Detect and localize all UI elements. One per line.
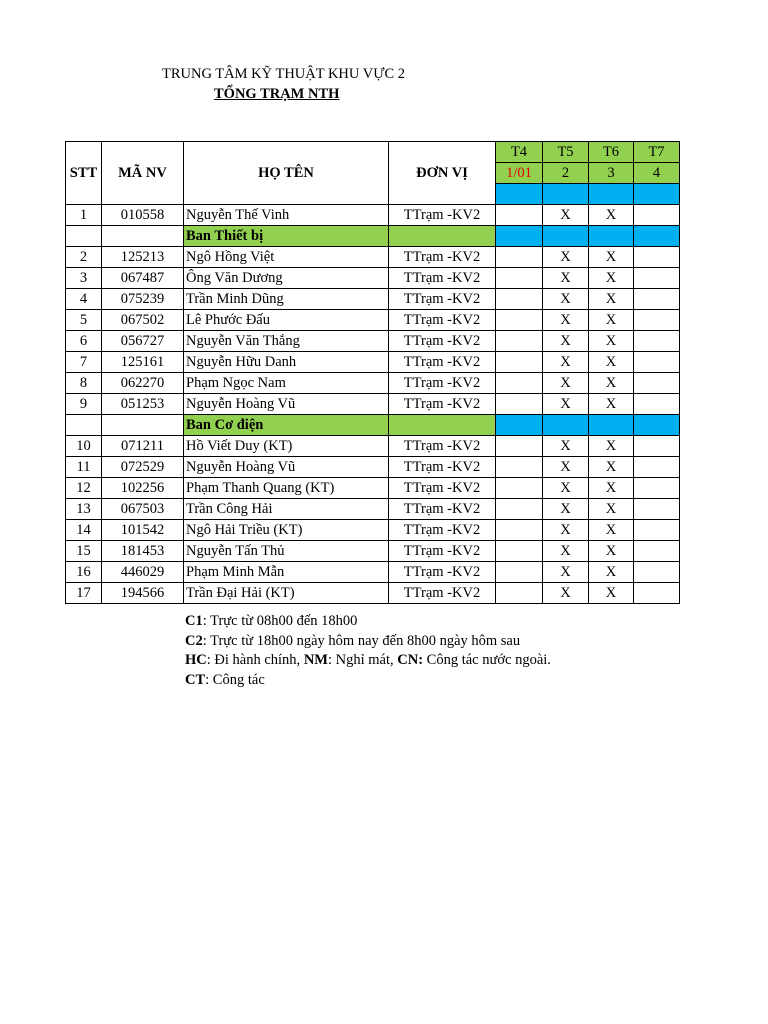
day-date-t7: 4 [634, 163, 680, 184]
ma-nv-cell: 125161 [102, 352, 184, 373]
ma-nv-cell: 067487 [102, 268, 184, 289]
duty-cell-t7 [634, 583, 680, 604]
name-cell: Phạm Minh Mẫn [184, 562, 389, 583]
group-row [66, 415, 680, 436]
ma-nv-cell [102, 415, 184, 436]
duty-cell-t7 [634, 520, 680, 541]
day-fill-cell [589, 415, 634, 436]
table-row [66, 289, 680, 310]
duty-cell-t5: X [543, 268, 589, 289]
duty-cell-t5: X [543, 289, 589, 310]
duty-cell-t5: X [543, 352, 589, 373]
name-cell: Hồ Viết Duy (KT) [184, 436, 389, 457]
ma-nv-cell: 194566 [102, 583, 184, 604]
legend-text: : Nghỉ mát, [327, 652, 398, 668]
duty-cell-t4 [496, 205, 543, 226]
duty-cell-t5: X [543, 562, 589, 583]
legend-code: C1 [185, 613, 203, 629]
table-row [66, 352, 680, 373]
unit-cell: TTrạm -KV2 [389, 373, 496, 394]
unit-cell: TTrạm -KV2 [389, 205, 496, 226]
duty-cell-t7 [634, 289, 680, 310]
duty-cell-t7 [634, 457, 680, 478]
ma-nv-cell: 125213 [102, 247, 184, 268]
stt-cell: 17 [66, 583, 102, 604]
legend-line-hc [185, 651, 551, 671]
name-cell: Nguyễn Hữu Danh [184, 352, 389, 373]
unit-cell: TTrạm -KV2 [389, 478, 496, 499]
table-row [66, 583, 680, 604]
unit-cell: TTrạm -KV2 [389, 352, 496, 373]
name-cell: Nguyễn Thế Vinh [184, 205, 389, 226]
legend-code: HC [185, 652, 207, 668]
table-row [66, 478, 680, 499]
col-header-don-vi: ĐƠN VỊ [389, 142, 496, 205]
stt-cell: 6 [66, 331, 102, 352]
day-fill-cell [634, 226, 680, 247]
ma-nv-cell: 062270 [102, 373, 184, 394]
day-header-t5: T5 [543, 142, 589, 163]
table-row [66, 562, 680, 583]
unit-cell: TTrạm -KV2 [389, 268, 496, 289]
duty-cell-t6: X [589, 394, 634, 415]
ma-nv-cell: 056727 [102, 331, 184, 352]
unit-cell: TTrạm -KV2 [389, 583, 496, 604]
header-row-1 [66, 142, 680, 163]
stt-cell: 12 [66, 478, 102, 499]
legend-text: : Trực từ 18h00 ngày hôm nay đến 8h00 ngày hôm sau [202, 632, 521, 649]
duty-cell-t5: X [543, 373, 589, 394]
duty-cell-t5: X [543, 499, 589, 520]
duty-cell-t4 [496, 457, 543, 478]
day-header-t7: T7 [634, 142, 680, 163]
unit-cell: TTrạm -KV2 [389, 520, 496, 541]
duty-cell-t6: X [589, 541, 634, 562]
duty-cell-t5: X [543, 520, 589, 541]
duty-cell-t4 [496, 394, 543, 415]
duty-cell-t7 [634, 478, 680, 499]
col-header-ho-ten: HỌ TÊN [184, 142, 389, 205]
unit-cell: TTrạm -KV2 [389, 499, 496, 520]
day-fill-cell [589, 184, 634, 205]
duty-cell-t4 [496, 289, 543, 310]
name-cell: Ngô Hồng Việt [184, 247, 389, 268]
legend-text: Công tác nước ngoài. [423, 652, 551, 668]
ma-nv-cell: 051253 [102, 394, 184, 415]
stt-cell: 7 [66, 352, 102, 373]
day-fill-cell [634, 184, 680, 205]
duty-cell-t4 [496, 541, 543, 562]
ma-nv-cell: 067502 [102, 310, 184, 331]
duty-cell-t7 [634, 247, 680, 268]
unit-cell: TTrạm -KV2 [389, 394, 496, 415]
duty-cell-t4 [496, 373, 543, 394]
col-header-ma-nv: MÃ NV [102, 142, 184, 205]
duty-cell-t6: X [589, 520, 634, 541]
duty-cell-t6: X [589, 352, 634, 373]
duty-cell-t5: X [543, 541, 589, 562]
duty-cell-t4 [496, 268, 543, 289]
table-row [66, 499, 680, 520]
col-header-stt: STT [66, 142, 102, 205]
duty-cell-t7 [634, 562, 680, 583]
table-row [66, 205, 680, 226]
ma-nv-cell: 010558 [102, 205, 184, 226]
stt-cell: 4 [66, 289, 102, 310]
duty-cell-t6: X [589, 457, 634, 478]
org-title: TRUNG TÂM KỸ THUẬT KHU VỰC 2 [162, 66, 405, 82]
stt-cell: 2 [66, 247, 102, 268]
name-cell: Trần Minh Dũng [184, 289, 389, 310]
table-row [66, 268, 680, 289]
duty-cell-t7 [634, 373, 680, 394]
duty-cell-t6: X [589, 478, 634, 499]
ma-nv-cell: 067503 [102, 499, 184, 520]
table-row [66, 436, 680, 457]
name-cell: Phạm Thanh Quang (KT) [184, 478, 389, 499]
duty-cell-t5: X [543, 205, 589, 226]
name-cell: Lê Phước Đấu [184, 310, 389, 331]
duty-cell-t7 [634, 268, 680, 289]
ma-nv-cell: 071211 [102, 436, 184, 457]
day-date-t4: 1/01 [496, 163, 543, 184]
duty-cell-t6: X [589, 205, 634, 226]
duty-cell-t4 [496, 583, 543, 604]
duty-roster-table [65, 141, 680, 604]
duty-cell-t6: X [589, 310, 634, 331]
duty-cell-t7 [634, 310, 680, 331]
legend-line-ct [185, 671, 551, 691]
duty-cell-t6: X [589, 247, 634, 268]
stt-cell: 15 [66, 541, 102, 562]
unit-cell: TTrạm -KV2 [389, 247, 496, 268]
stt-cell [66, 226, 102, 247]
day-fill-cell [496, 415, 543, 436]
duty-cell-t7 [634, 205, 680, 226]
name-cell: Phạm Ngọc Nam [184, 373, 389, 394]
legend-code: CT [185, 671, 206, 688]
day-fill-cell [496, 226, 543, 247]
day-fill-cell [496, 184, 543, 205]
name-cell: Nguyễn Văn Thắng [184, 331, 389, 352]
stt-cell: 5 [66, 310, 102, 331]
group-row [66, 226, 680, 247]
name-cell: Trần Đại Hải (KT) [184, 583, 389, 604]
unit-cell: TTrạm -KV2 [389, 310, 496, 331]
duty-cell-t5: X [543, 478, 589, 499]
legend-line-c2 [185, 632, 551, 652]
duty-cell-t6: X [589, 583, 634, 604]
name-cell: Nguyễn Hoàng Vũ [184, 394, 389, 415]
name-cell: Ngô Hải Triều (KT) [184, 520, 389, 541]
duty-cell-t7 [634, 352, 680, 373]
ma-nv-cell: 072529 [102, 457, 184, 478]
legend-code: CN: [397, 652, 424, 668]
table-row [66, 541, 680, 562]
duty-cell-t7 [634, 394, 680, 415]
stt-cell: 8 [66, 373, 102, 394]
legend-line-c1 [185, 612, 551, 632]
ma-nv-cell: 446029 [102, 562, 184, 583]
ma-nv-cell: 101542 [102, 520, 184, 541]
day-header-t4: T4 [496, 142, 543, 163]
stt-cell: 13 [66, 499, 102, 520]
unit-cell: TTrạm -KV2 [389, 331, 496, 352]
unit-cell: TTrạm -KV2 [389, 562, 496, 583]
duty-cell-t6: X [589, 562, 634, 583]
unit-cell: TTrạm -KV2 [389, 289, 496, 310]
name-cell: Trần Công Hải [184, 499, 389, 520]
duty-cell-t5: X [543, 247, 589, 268]
duty-cell-t6: X [589, 289, 634, 310]
ma-nv-cell: 075239 [102, 289, 184, 310]
day-date-t6: 3 [589, 163, 634, 184]
name-cell: Ông Văn Dương [184, 268, 389, 289]
duty-cell-t6: X [589, 373, 634, 394]
group-label: Ban Cơ điện [184, 415, 389, 436]
duty-cell-t7 [634, 541, 680, 562]
day-fill-cell [589, 226, 634, 247]
stt-cell: 16 [66, 562, 102, 583]
station-title: TỔNG TRẠM NTH [214, 86, 340, 102]
day-fill-cell [543, 226, 589, 247]
stt-cell: 1 [66, 205, 102, 226]
table-row [66, 310, 680, 331]
stt-cell: 11 [66, 457, 102, 478]
stt-cell: 9 [66, 394, 102, 415]
table-row [66, 373, 680, 394]
day-fill-cell [634, 415, 680, 436]
legend-notes [185, 612, 551, 690]
duty-cell-t4 [496, 478, 543, 499]
duty-cell-t4 [496, 310, 543, 331]
stt-cell: 10 [66, 436, 102, 457]
stt-cell: 3 [66, 268, 102, 289]
day-fill-cell [543, 415, 589, 436]
unit-cell: TTrạm -KV2 [389, 541, 496, 562]
duty-cell-t5: X [543, 436, 589, 457]
day-fill-cell [543, 184, 589, 205]
name-cell: Nguyễn Tấn Thủ [184, 541, 389, 562]
duty-cell-t4 [496, 520, 543, 541]
legend-code: NM [303, 652, 328, 668]
duty-cell-t5: X [543, 331, 589, 352]
duty-cell-t6: X [589, 268, 634, 289]
ma-nv-cell [102, 226, 184, 247]
table-row [66, 520, 680, 541]
legend-text: : Trực từ 08h00 đến 18h00 [202, 613, 358, 629]
table-row [66, 457, 680, 478]
table-row [66, 331, 680, 352]
duty-cell-t4 [496, 562, 543, 583]
duty-cell-t6: X [589, 331, 634, 352]
duty-cell-t4 [496, 499, 543, 520]
legend-text: : Đi hành chính, [206, 652, 304, 668]
table-row [66, 247, 680, 268]
unit-cell: TTrạm -KV2 [389, 457, 496, 478]
ma-nv-cell: 181453 [102, 541, 184, 562]
name-cell: Nguyễn Hoàng Vũ [184, 457, 389, 478]
day-header-t6: T6 [589, 142, 634, 163]
duty-cell-t5: X [543, 310, 589, 331]
duty-cell-t6: X [589, 436, 634, 457]
stt-cell: 14 [66, 520, 102, 541]
duty-cell-t4 [496, 436, 543, 457]
unit-cell [389, 415, 496, 436]
legend-text: : Công tác [205, 671, 265, 688]
duty-cell-t4 [496, 352, 543, 373]
duty-cell-t7 [634, 499, 680, 520]
duty-cell-t7 [634, 436, 680, 457]
legend-code: C2 [185, 632, 203, 649]
unit-cell [389, 226, 496, 247]
duty-cell-t5: X [543, 457, 589, 478]
table-row [66, 394, 680, 415]
unit-cell: TTrạm -KV2 [389, 436, 496, 457]
day-date-t5: 2 [543, 163, 589, 184]
duty-cell-t6: X [589, 499, 634, 520]
duty-cell-t4 [496, 247, 543, 268]
duty-cell-t4 [496, 331, 543, 352]
duty-cell-t7 [634, 331, 680, 352]
stt-cell [66, 415, 102, 436]
ma-nv-cell: 102256 [102, 478, 184, 499]
duty-cell-t5: X [543, 583, 589, 604]
group-label: Ban Thiết bị [184, 226, 389, 247]
duty-cell-t5: X [543, 394, 589, 415]
